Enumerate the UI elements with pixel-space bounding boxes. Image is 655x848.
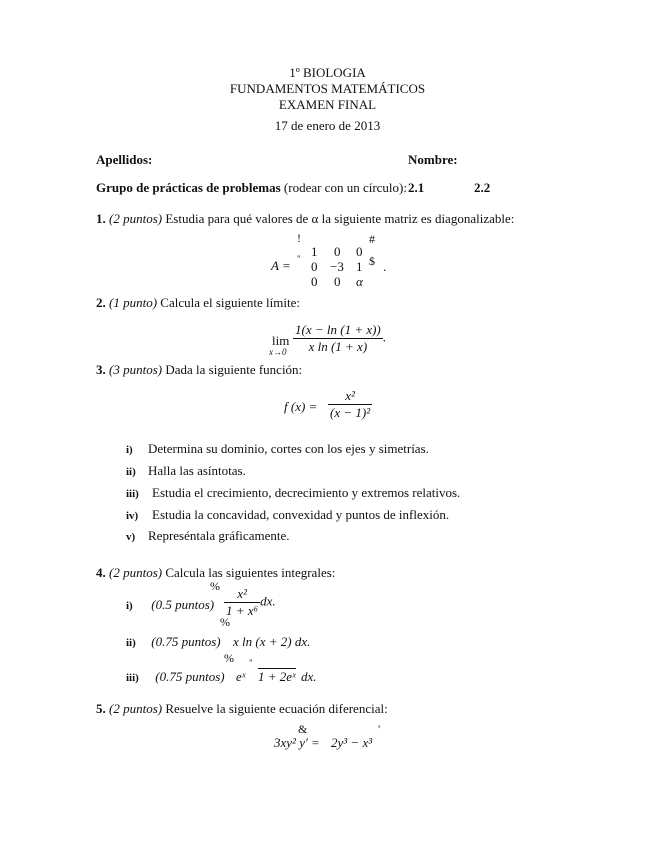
integral-label: iii) <box>126 672 139 684</box>
stray-glyph: % <box>220 615 230 629</box>
stray-glyph: % <box>224 651 234 665</box>
limit-operator: lim <box>272 333 290 348</box>
question-5-text: Resuelve la siguiente ecuación diferencial: <box>162 701 388 716</box>
surname-label: Apellidos: <box>96 152 153 167</box>
function-denominator: (x − 1)² <box>330 405 371 420</box>
question-1-number: 1. <box>96 211 106 226</box>
integral-label: i) <box>126 600 133 612</box>
course-line: 1º BIOLOGIA <box>289 65 366 80</box>
matrix-cell: 1 <box>311 244 318 259</box>
matrix-period: . <box>383 259 387 274</box>
matrix-cell: 1 <box>356 259 363 274</box>
limit-subscript: x→0 <box>269 347 287 357</box>
matrix-cell: 0 <box>334 244 341 259</box>
stray-glyph: ' <box>378 722 381 736</box>
list-item <box>126 441 429 457</box>
function-lhs: f (x) = <box>284 399 318 414</box>
group-instruction: (rodear con un círculo): <box>280 180 407 195</box>
integral-part <box>126 669 225 685</box>
question-5-number: 5. <box>96 701 106 716</box>
stray-glyph: & <box>298 722 308 736</box>
question-2-number: 2. <box>96 295 106 310</box>
question-4-number: 4. <box>96 565 106 580</box>
question-4-text: Calcula las siguientes integrales: <box>162 565 336 580</box>
matrix-label: A = <box>271 258 291 273</box>
question-2 <box>96 295 300 311</box>
list-item-text: Represéntala gráficamente. <box>148 528 290 543</box>
exam-date: 17 de enero de 2013 <box>274 118 381 133</box>
list-item-text: Estudia el crecimiento, decrecimiento y extremos relativos. <box>152 485 461 500</box>
subject-line: FUNDAMENTOS MATEMÁTICOS <box>229 81 426 96</box>
integral-points: (0.75 puntos) <box>151 634 221 649</box>
stray-glyph: " <box>249 658 253 668</box>
limit-fraction: $\frac{1(x - \ln (1 + x))}{\text{x ln (1 + x)}}$ . <box>295 322 387 354</box>
question-4-points: (2 puntos) <box>109 565 163 580</box>
ode-rhs: 2y³ − x³ <box>331 735 373 750</box>
integral-part <box>126 634 221 650</box>
question-3-number: 3. <box>96 362 106 377</box>
question-5-points: (2 puntos) <box>109 701 163 716</box>
group-option-2-1: 2.1 <box>408 180 425 195</box>
matrix-cell: −3 <box>330 259 344 274</box>
function-numerator: x² <box>328 388 372 405</box>
integral-part <box>126 597 214 613</box>
question-1-text: Estudia para qué valores de α la siguiente matriz es diagonalizable: <box>162 211 515 226</box>
integral-differential: dx. <box>260 593 276 609</box>
list-item <box>126 485 460 501</box>
list-item-label: i) <box>126 444 133 456</box>
stray-glyph: # <box>369 232 375 246</box>
name-label: Nombre: <box>408 152 458 167</box>
list-item <box>126 463 246 479</box>
integral-differential: dx. <box>301 669 317 684</box>
list-item <box>126 528 289 544</box>
list-item-text: Halla las asíntotas. <box>148 463 246 478</box>
matrix-cell: 0 <box>311 274 318 289</box>
ode-lhs: 3xy² y′ = <box>274 735 320 750</box>
integral-points: (0.5 puntos) <box>151 597 215 612</box>
question-1 <box>96 211 514 227</box>
integral-root: 1 + 2eˣ <box>258 669 296 684</box>
integral-exponential: eˣ <box>236 669 246 684</box>
integral-label: ii) <box>126 637 136 649</box>
group-label: Grupo de prácticas de problemas <box>96 180 281 195</box>
question-3 <box>96 362 302 378</box>
question-5 <box>96 701 388 717</box>
matrix-cell: 0 <box>334 274 341 289</box>
list-item-text: Estudia la concavidad, convexidad y puntos de inflexión. <box>152 507 450 522</box>
function-fraction <box>328 388 372 421</box>
integral-points: (0.75 puntos) <box>155 669 225 684</box>
integral-fraction <box>224 586 276 619</box>
group-line <box>96 180 407 196</box>
question-2-text: Calcula el siguiente límite: <box>157 295 300 310</box>
stray-glyph: $ <box>369 254 375 268</box>
matrix-cell: 0 <box>356 244 363 259</box>
stray-glyph: % <box>210 579 220 593</box>
list-item-label: ii) <box>126 466 136 478</box>
list-item-label: iv) <box>126 510 139 522</box>
integral-expression: x ln (x + 2) dx. <box>233 634 311 649</box>
limit-numerator: 1(x − ln (1 + x)) <box>295 322 381 337</box>
stray-glyph: ! <box>297 231 301 245</box>
list-item-label: iii) <box>126 488 139 500</box>
exam-title: EXAMEN FINAL <box>278 97 377 112</box>
question-3-points: (3 puntos) <box>109 362 163 377</box>
limit-denominator: x ln (1 + x) <box>308 339 368 354</box>
integrand-numerator: x² <box>224 586 260 603</box>
integrand-denominator: 1 + x⁶ <box>226 603 259 618</box>
question-2-points: (1 punto) <box>109 295 158 310</box>
list-item <box>126 507 449 523</box>
list-item-text: Determina su dominio, cortes con los ejes y simetrías. <box>148 441 429 456</box>
question-3-text: Dada la siguiente función: <box>162 362 303 377</box>
matrix-cell: α <box>356 274 363 289</box>
matrix-cell: 0 <box>311 259 318 274</box>
group-option-2-2: 2.2 <box>474 180 491 195</box>
stray-glyph: " <box>297 254 301 264</box>
list-item-label: v) <box>126 531 136 543</box>
question-1-points: (2 puntos) <box>109 211 163 226</box>
